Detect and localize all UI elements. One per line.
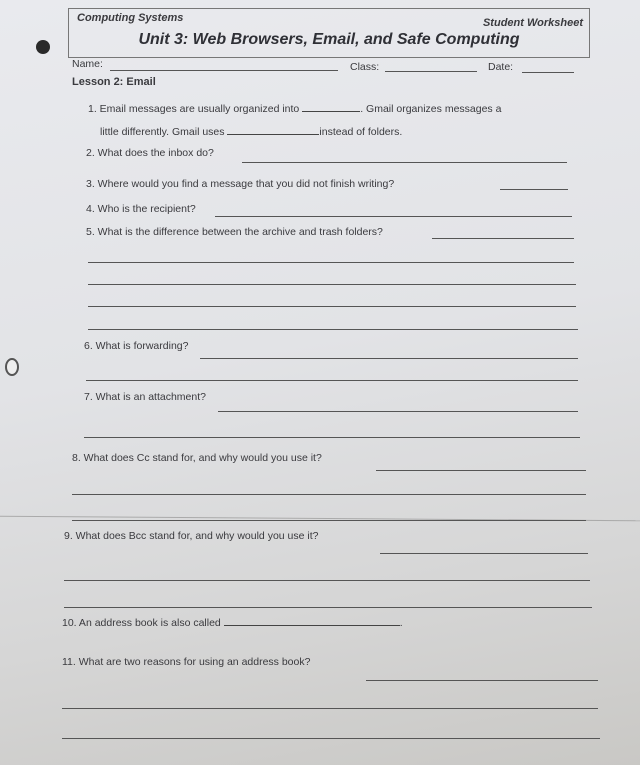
q1-text-a: 1. Email messages are usually organized into — [88, 103, 300, 115]
question-1 — [88, 101, 501, 115]
q1-blank-1[interactable] — [302, 101, 360, 112]
q10-end: . — [399, 617, 403, 629]
question-7: 7. What is an attachment? — [84, 391, 206, 403]
answer-line[interactable] — [88, 329, 578, 330]
question-4: 4. Who is the recipient? — [86, 203, 196, 215]
page-title: Unit 3: Web Browsers, Email, and Safe Computing — [138, 31, 520, 48]
punch-hole — [5, 358, 19, 376]
answer-line[interactable] — [64, 607, 592, 608]
answer-line[interactable] — [88, 262, 574, 263]
name-blank[interactable] — [110, 70, 338, 71]
question-6: 6. What is forwarding? — [84, 340, 189, 352]
q10-blank[interactable] — [224, 615, 400, 626]
question-9: 9. What does Bcc stand for, and why would you use it? — [64, 530, 319, 542]
date-blank[interactable] — [522, 72, 574, 73]
q1-blank-2[interactable] — [227, 124, 319, 135]
class-label: Class: — [350, 61, 380, 73]
date-label: Date: — [488, 61, 514, 73]
course-name: Computing Systems — [77, 12, 184, 24]
question-10 — [62, 615, 403, 629]
answer-line[interactable] — [215, 216, 572, 217]
class-blank[interactable] — [385, 71, 477, 72]
question-2: 2. What does the inbox do? — [86, 147, 214, 159]
answer-line[interactable] — [86, 380, 578, 381]
answer-line[interactable] — [64, 580, 590, 581]
question-8: 8. What does Cc stand for, and why would you use it? — [72, 452, 322, 464]
question-1-cont — [100, 124, 402, 138]
q1-text-d: instead of folders. — [319, 126, 403, 138]
lesson-heading: Lesson 2: Email — [72, 76, 156, 88]
answer-line[interactable] — [366, 680, 598, 681]
answer-line[interactable] — [500, 189, 568, 190]
doc-type: Student Worksheet — [482, 17, 583, 29]
answer-line[interactable] — [72, 520, 586, 521]
q1-text-b: . Gmail organizes messages a — [360, 103, 502, 115]
answer-line[interactable] — [200, 358, 578, 359]
answer-line[interactable] — [432, 238, 574, 239]
answer-line[interactable] — [218, 411, 578, 412]
q10-text: 10. An address book is also called — [62, 617, 221, 629]
answer-line[interactable] — [380, 553, 588, 554]
answer-line[interactable] — [72, 494, 586, 495]
answer-line[interactable] — [88, 306, 576, 307]
answer-line[interactable] — [376, 470, 586, 471]
answer-line[interactable] — [84, 437, 580, 438]
punch-hole — [36, 40, 50, 54]
answer-line[interactable] — [62, 708, 598, 709]
answer-line[interactable] — [242, 162, 567, 163]
worksheet-header — [68, 8, 590, 58]
q1-text-c: little differently. Gmail uses — [100, 126, 225, 138]
answer-line[interactable] — [62, 738, 600, 739]
question-5: 5. What is the difference between the archive and trash folders? — [86, 226, 383, 238]
answer-line[interactable] — [88, 284, 576, 285]
question-3: 3. Where would you find a message that you did not finish writing? — [86, 178, 395, 190]
question-11: 11. What are two reasons for using an address book? — [62, 656, 311, 668]
name-label: Name: — [72, 58, 103, 70]
